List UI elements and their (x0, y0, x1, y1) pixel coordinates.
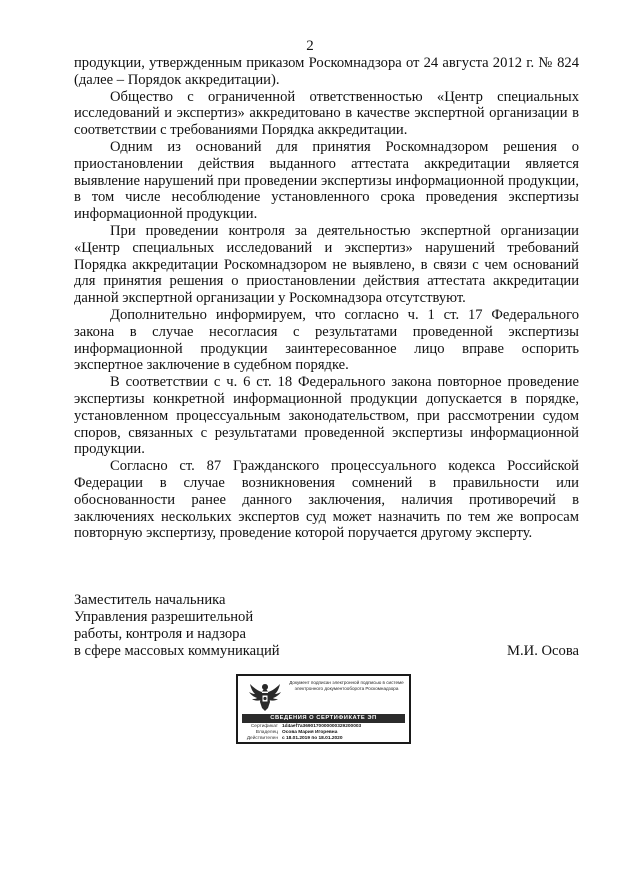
paragraph-5: Дополнительно информируем, что согласно ч. 1 ст. 17 Федерального закона в случае несогласия с результатами проведенной экспертизы информационной продукции заинтересованное лицо вправе оспорить экспертное заключение в судебном порядке. (74, 306, 579, 374)
validity-value: с 18.01.2019 по 18.01.2020 (282, 736, 343, 741)
certificate-value: 1d4aef7a3690170000000329200003 (282, 724, 362, 729)
paragraph-1: продукции, утвержденным приказом Роскомнадзора от 24 августа 2012 г. № 824 (далее – Порядок аккредитации). (74, 55, 579, 88)
letter-body (74, 55, 579, 542)
owner-value: Осова Мария Игоревна (282, 730, 338, 735)
signer-position-line-2: Управления разрешительной (74, 609, 254, 625)
paragraph-4: При проведении контроля за деятельностью экспертной организации «Центр специальных исследований и экспертиз» нарушений требований Порядка аккредитации Роскомнадзором не выявлено, в связи с чем оснований для принятия решения о приостановлении действия аттестата аккредитации данной экспертной организации у Роскомнадзора отсутствуют. (74, 222, 579, 307)
page-number: 2 (306, 38, 314, 54)
certificate-details (242, 724, 405, 742)
signer-position-line-1: Заместитель начальника (74, 592, 226, 608)
paragraph-7: Согласно ст. 87 Гражданского процессуального кодекса Российской Федерации в случае возникновения сомнений в правильности или обоснованности ранее данного заключения, наличия противоречий в заключениях нескольких экспертов суд может назначить по тем же вопросам повторную экспертизу, проведение которой поручается другому эксперту. (74, 458, 579, 542)
validity-row (242, 736, 405, 742)
stamp-caption: Документ подписан электронной подписью в системе электронного документооборота Роскомнадзора (289, 680, 404, 691)
certificate-label: Сертификат (250, 724, 278, 729)
signer-position-line-4: в сфере массовых коммуникаций (74, 643, 280, 659)
paragraph-6: В соответствии с ч. 6 ст. 18 Федерального закона повторное проведение экспертизы конкретной информационной продукции допускается в порядке, установленном процессуальным законодательством, при рассмотрении судом споров, связанных с результатами проведенной экспертизы информационной продукции. (74, 374, 579, 458)
e-signature-stamp (236, 674, 411, 744)
paragraph-2: Общество с ограниченной ответственностью «Центр специальных исследований и экспертиз» аккредитовано в качестве экспертной организации в соответствии с требованиями Порядка аккредитации. (74, 88, 579, 139)
signer-position-line-3: работы, контроля и надзора (74, 626, 246, 642)
eagle-emblem-icon (244, 680, 286, 714)
stamp-header: СВЕДЕНИЯ О СЕРТИФИКАТЕ ЭП (242, 714, 405, 723)
signature-block (74, 592, 579, 660)
paragraph-3: Одним из оснований для принятия Роскомнадзором решения о приостановлении действия выданного аттестата аккредитации является выявление нарушений при проведении экспертизы информационной продукции, в том числе несоблюдение установленного срока проведения экспертизы информационной продукции. (74, 138, 579, 223)
signer-name: М.И. Осова (507, 643, 579, 659)
owner-label: Владелец (255, 730, 278, 735)
validity-label: Действителен (246, 736, 278, 741)
